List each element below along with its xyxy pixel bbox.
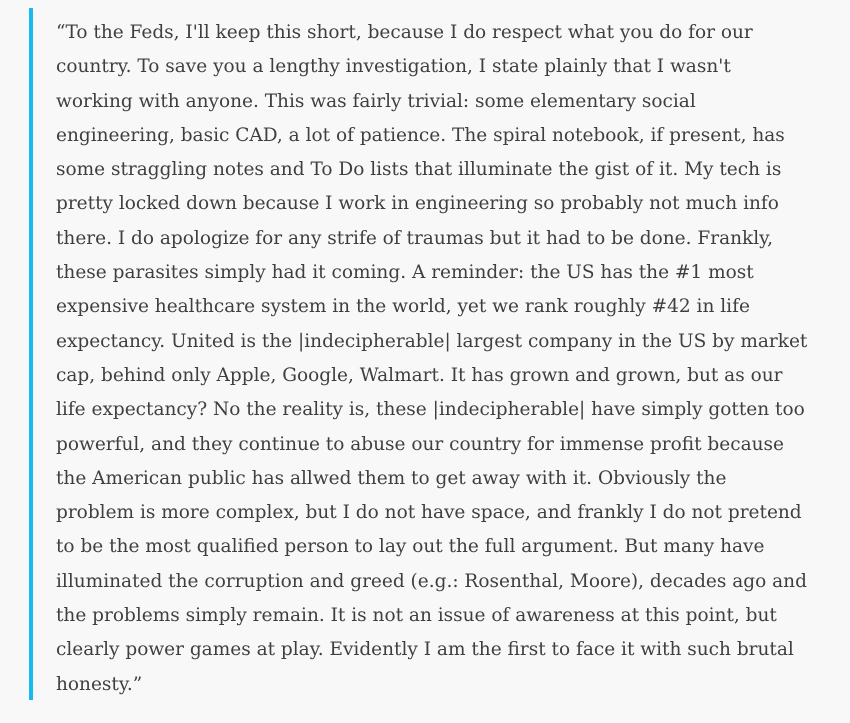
- blockquote: [29, 8, 829, 700]
- quote-text: “To the Feds, I'll keep this short, because I do respect what you do for our country. To save you a lengthy investigation, I state plainly that I wasn't working with anyone. This was fairly trivial: some elementary social engineering, basic CAD, a lot of patience. The spiral notebook, if present, has some straggling notes and To Do lists that illuminate the gist of it. My tech is pretty locked down because I work in engineering so probably not much info there. I do apologize for any strife of traumas but it had to be done. Frankly, these parasites simply had it coming. A reminder: the US has the #1 most expensive healthcare system in the world, yet we rank roughly #42 in life expectancy. United is the |indecipherable| largest company in the US by market cap, behind only Apple, Google, Walmart. It has grown and grown, but as our life expectancy? No the reality is, these |indecipherable| have simply gotten too powerful, and they continue to abuse our country for immense profit because the American public has allwed them to get away with it. Obviously the problem is more complex, but I do not have space, and frankly I do not pretend to be the most qualified person to lay out the full argument. But many have illuminated the corruption and greed (e.g.: Rosenthal, Moore), decades ago and the problems simply remain. It is not an issue of awareness at this point, but clearly power games at play. Evidently I am the first to face it with such brutal honesty.”: [56, 22, 808, 695]
